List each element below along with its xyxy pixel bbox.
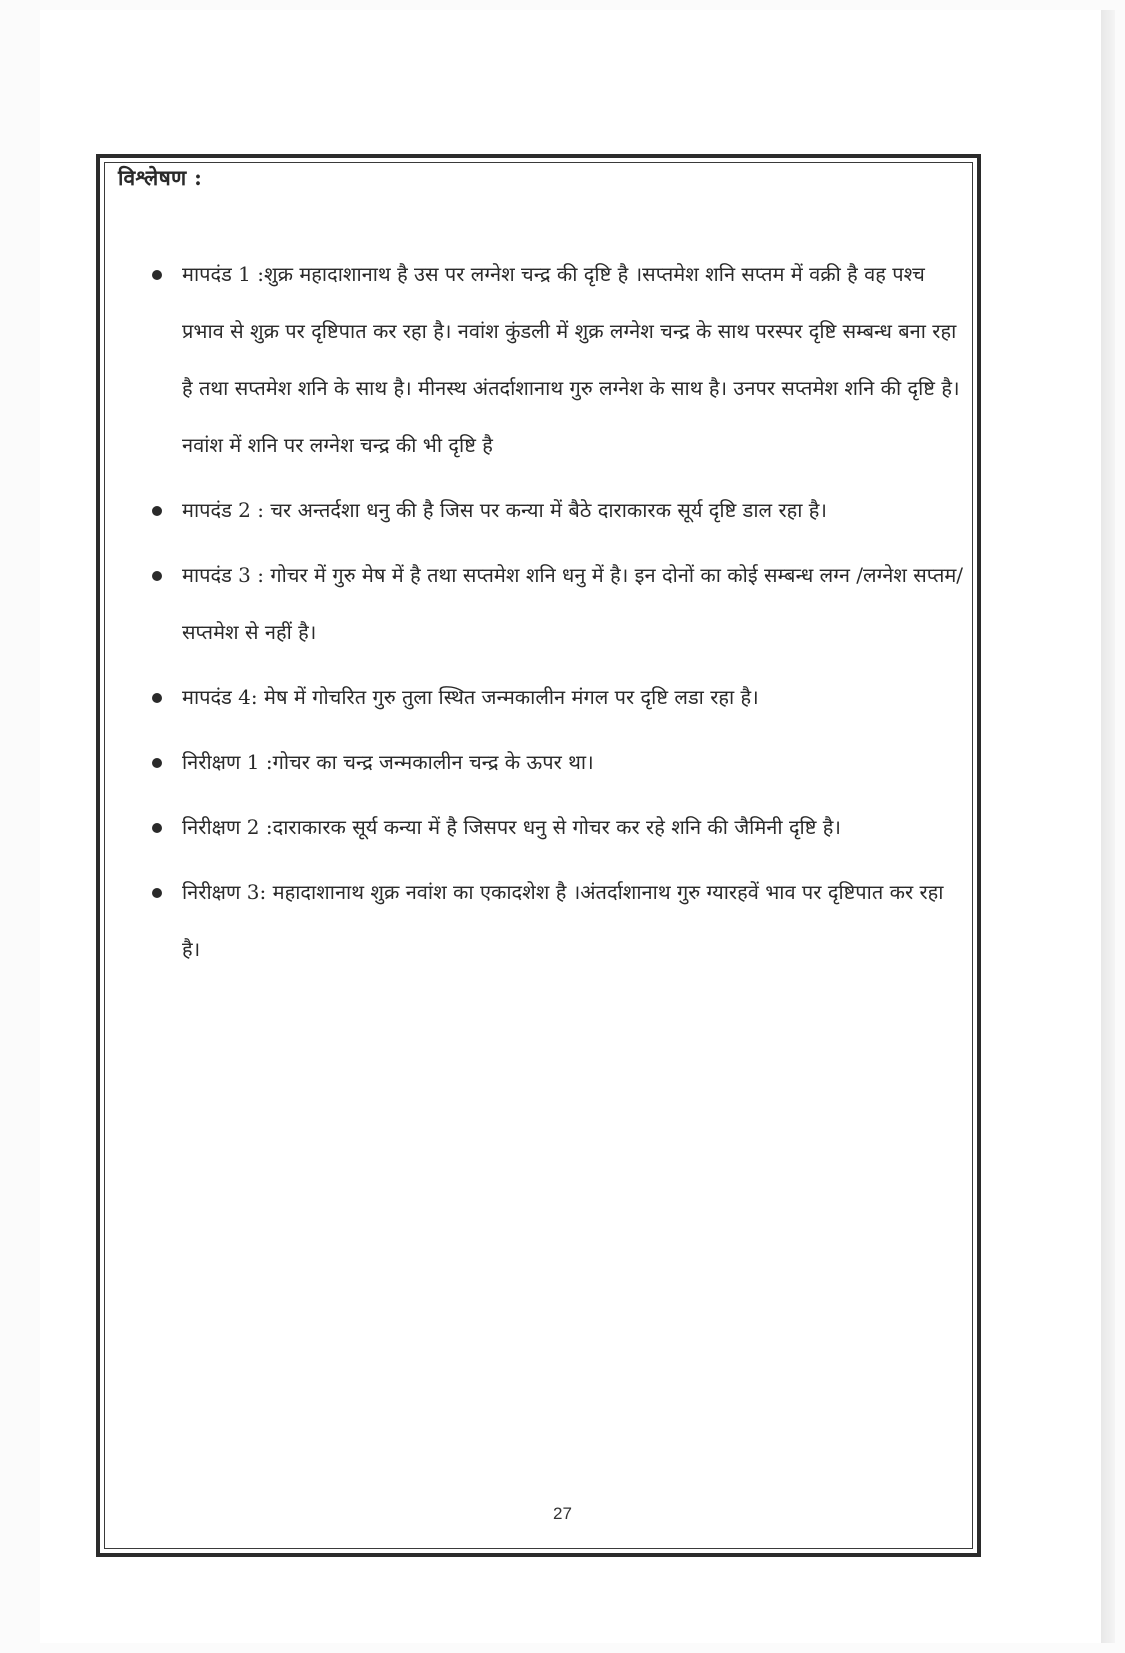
bullet-icon [152,693,162,703]
list-item-criterion-4 [152,669,964,726]
list-item-text: मापदंड 4: मेष में गोचरित गुरु तुला स्थित जन्मकालीन मंगल पर दृष्टि लडा रहा है। [182,685,759,709]
bullet-icon [152,758,162,768]
bullet-icon [152,888,162,898]
bullet-icon [152,571,162,581]
list-item-text: निरीक्षण 2 :दाराकारक सूर्य कन्या में है जिसपर धनु से गोचर कर रहे शनि की जैमिनी दृष्टि है। [182,815,841,839]
list-item-observation-2 [152,799,964,856]
list-item-criterion-3 [152,547,964,661]
list-item-criterion-1 [152,246,964,474]
list-item-text: मापदंड 2 : चर अन्तर्दशा धनु की है जिस पर कन्या में बैठे दाराकारक सूर्य दृष्टि डाल रहा है। [182,498,827,522]
bullet-icon [152,270,162,280]
list-item-text: मापदंड 1 :शुक्र महादाशानाथ है उस पर लग्नेश चन्द्र की दृष्टि है ।सप्तमेश शनि सप्तम में वक्री है वह पश्च प्रभाव से शुक्र पर दृष्टिपात कर रहा है। नवांश कुंडली में शुक्र लग्नेश चन्द्र के साथ परस्पर दृष्टि सम्बन्ध बना रहा है तथा सप्तमेश शनि के साथ है। मीनस्थ अंतर्दाशानाथ गुरु लग्नेश के साथ है। उनपर सप्तमेश शनि की दृष्टि है। नवांश में शनि पर लग्नेश चन्द्र की भी दृष्टि है [182,262,960,457]
scan-edge [1101,10,1115,1643]
list-item-text: मापदंड 3 : गोचर में गुरु मेष में है तथा सप्तमेश शनि धनु में है। इन दोनों का कोई सम्बन्ध लग्न /लग्नेश सप्तम/सप्तमेश से नहीं है। [182,563,964,644]
section-heading: विश्लेषण : [118,165,203,190]
bullet-icon [152,506,162,516]
list-item-text: निरीक्षण 3: महादाशानाथ शुक्र नवांश का एकादशेश है ।अंतर्दाशानाथ गुरु ग्यारहवें भाव पर दृष्टिपात कर रहा है। [182,880,944,961]
list-item-observation-3 [152,864,964,978]
analysis-list [152,246,964,986]
bullet-icon [152,823,162,833]
list-item-observation-1 [152,734,964,791]
list-item-criterion-2 [152,482,964,539]
list-item-text: निरीक्षण 1 :गोचर का चन्द्र जन्मकालीन चन्द्र के ऊपर था। [182,750,594,774]
page-number: 27 [553,1504,572,1523]
